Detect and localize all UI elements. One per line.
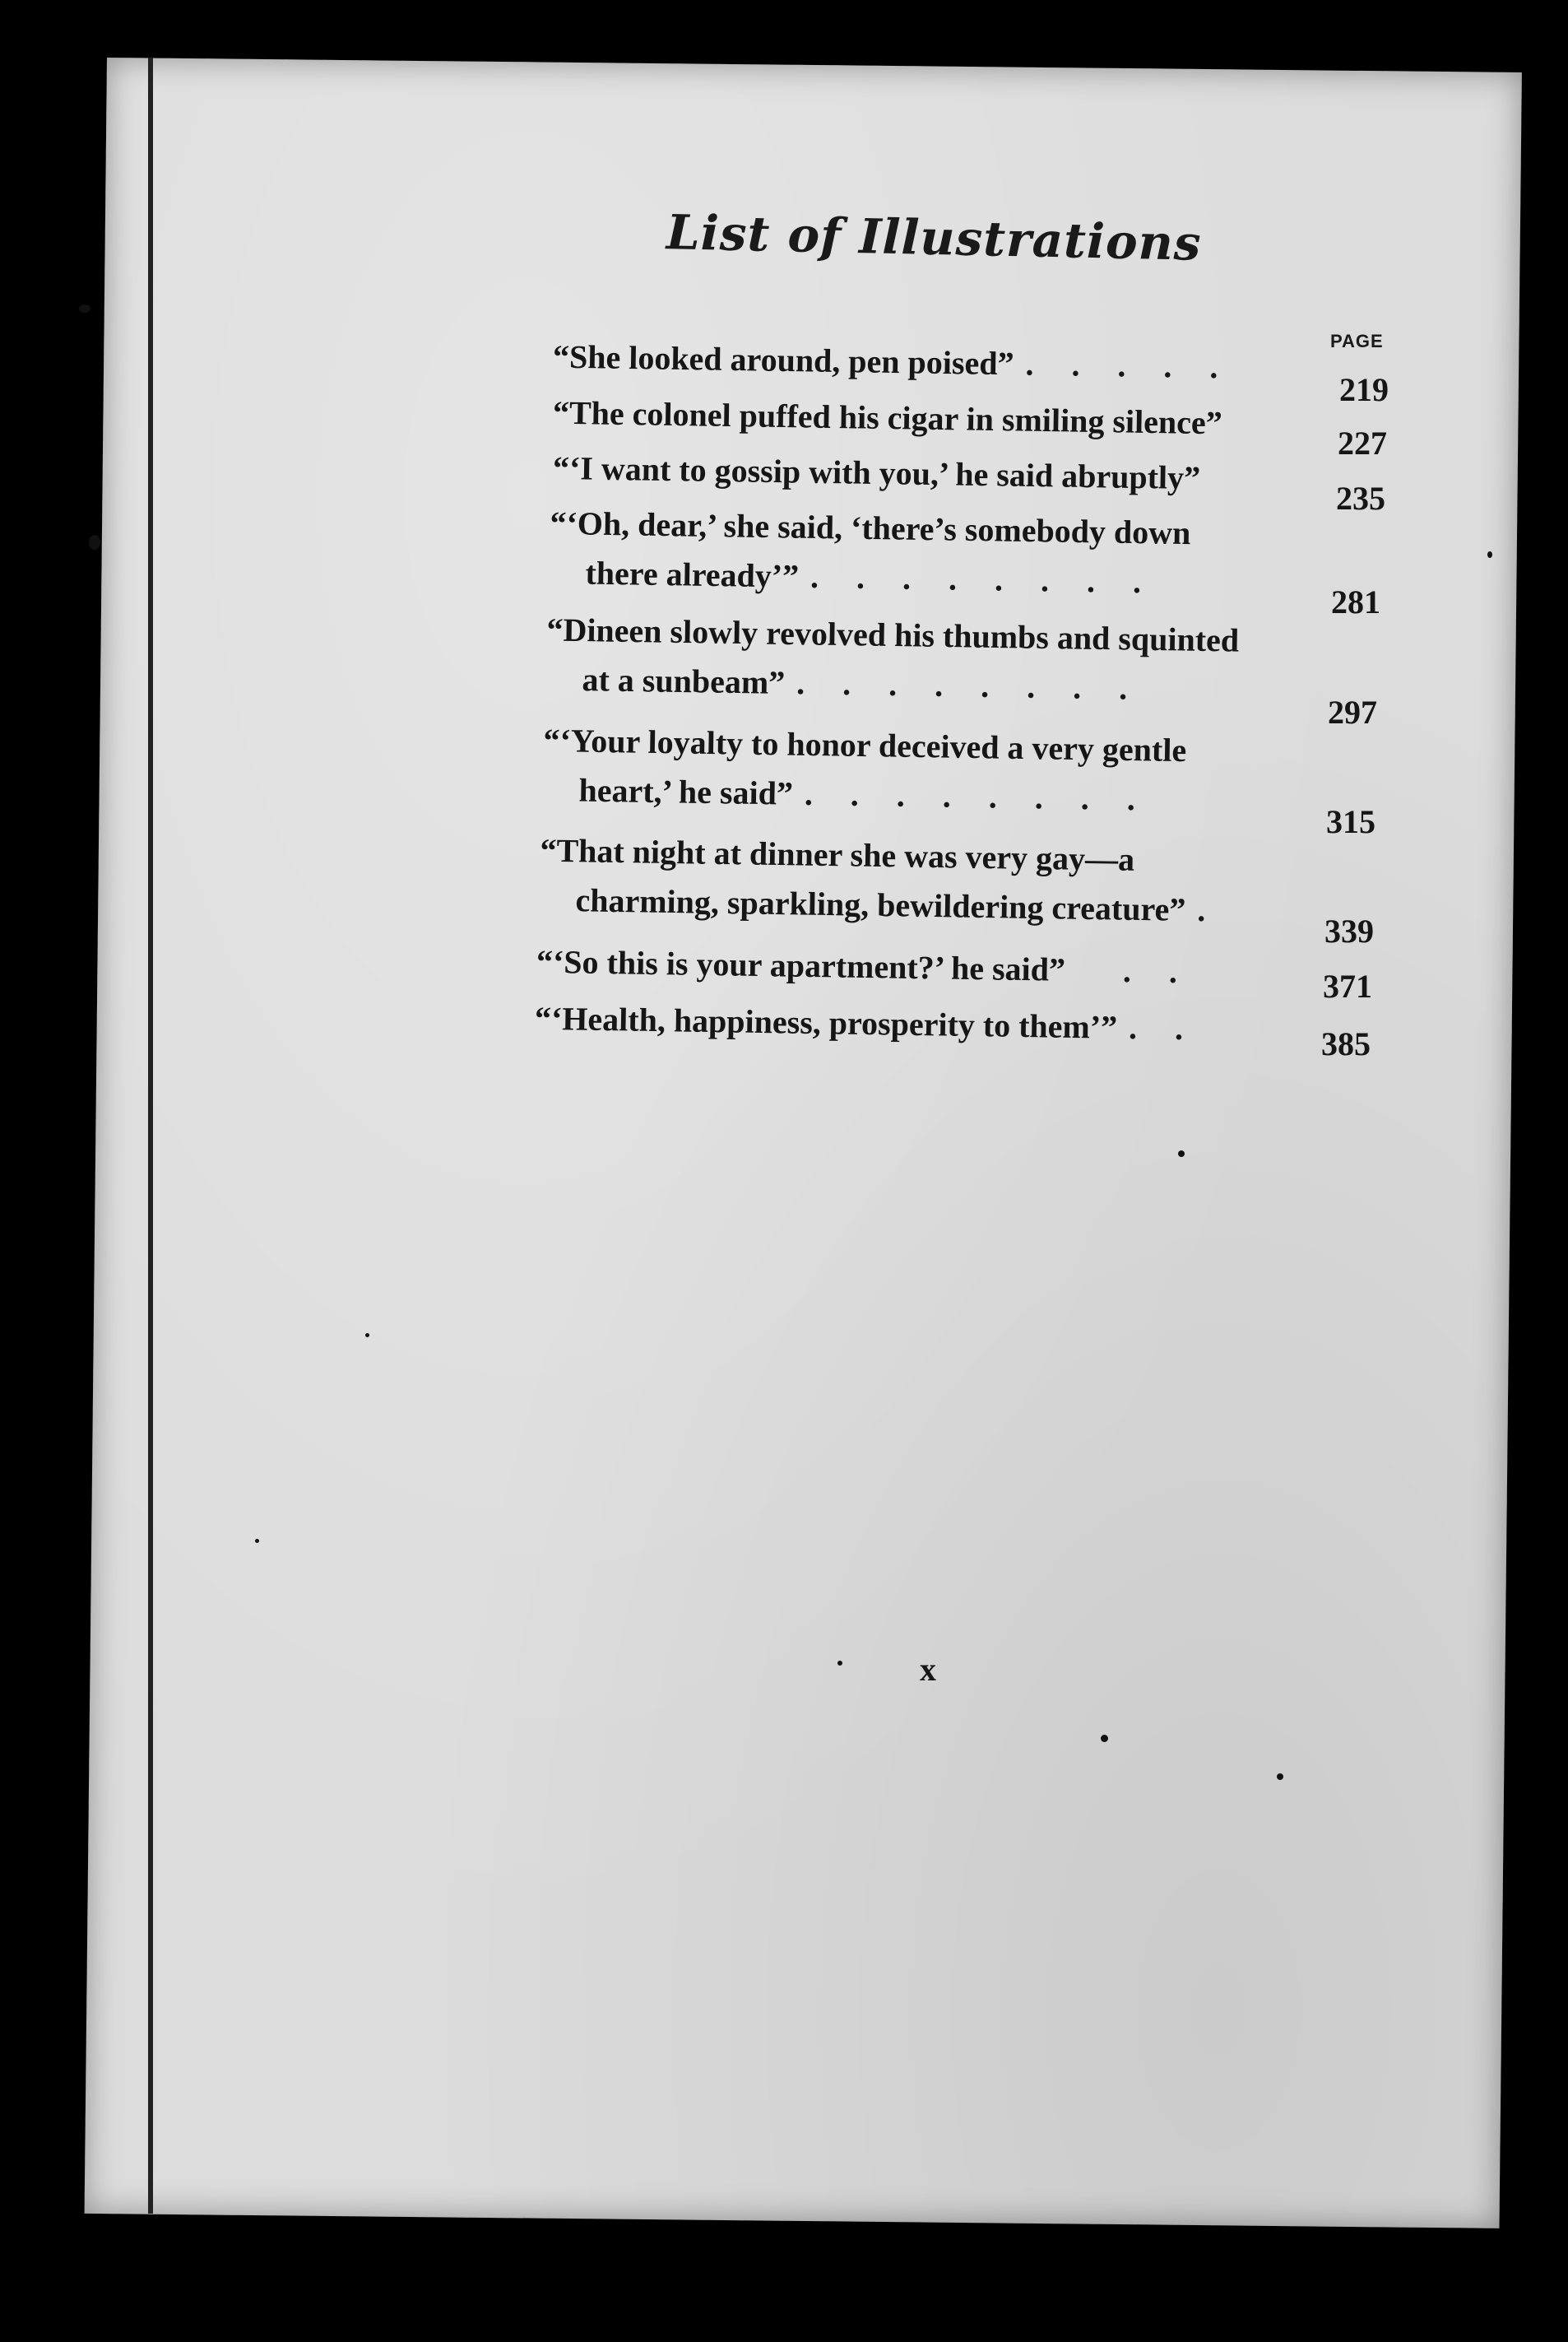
scan-speck — [1101, 1735, 1108, 1742]
illustration-page-number: 219 — [1339, 371, 1389, 408]
illustration-page-number: 339 — [1324, 913, 1374, 950]
scan-speck — [79, 304, 90, 313]
leader-dots: . . — [1128, 1009, 1199, 1048]
leader-dots: . . . . . . . . — [796, 664, 1143, 707]
illustration-page-number: 315 — [1326, 803, 1375, 840]
page-title: List of Illustrations — [666, 204, 1203, 272]
page-edge — [148, 58, 153, 2214]
page-column-header: PAGE — [1330, 331, 1384, 351]
scan-speck — [1277, 1773, 1283, 1780]
leader-dots: . — [1196, 891, 1221, 929]
illustration-page-number: 235 — [1336, 480, 1385, 517]
illustration-caption: “She looked around, pen poised” — [552, 337, 1014, 383]
scan-speck — [1487, 551, 1492, 558]
illustration-caption: charming, sparkling, bewildering creature” — [575, 881, 1186, 928]
illustration-entry — [542, 716, 1187, 825]
illustration-caption: heart,’ he said” — [578, 771, 794, 812]
illustration-caption: “‘So this is your apartment?’ he said” — [536, 942, 1066, 988]
illustration-caption: “‘I want to gossip with you,’ he said abruptly” — [552, 448, 1201, 497]
page-folio: x — [920, 1651, 936, 1688]
illustration-entry — [553, 388, 1223, 448]
leader-dots: . . . . . . . . — [810, 557, 1157, 601]
illustration-entry — [553, 444, 1201, 503]
illustration-caption: there already’” — [585, 554, 800, 595]
illustration-entry — [535, 994, 1199, 1054]
illustration-page-number: 281 — [1331, 583, 1380, 620]
illustration-caption: “That night at dinner she was very gay—a — [540, 831, 1135, 878]
illustration-page-number: 227 — [1338, 425, 1387, 462]
scan-speck — [89, 535, 100, 550]
illustration-entry — [545, 605, 1239, 714]
illustration-page-number: 297 — [1328, 694, 1377, 731]
leader-dots: . . . . . — [1025, 345, 1233, 386]
illustration-entry — [549, 499, 1191, 607]
illustration-entry — [536, 937, 1193, 997]
leader-dots: . . . . . . . . — [804, 774, 1151, 818]
leader-dots: . . — [1122, 951, 1193, 991]
illustration-caption: “Dineen slowly revolved his thumbs and squinted — [546, 611, 1240, 659]
illustration-page-number: 385 — [1321, 1025, 1371, 1062]
illustration-caption: “‘Health, happiness, prosperity to them’” — [534, 999, 1118, 1046]
scan-speck — [837, 1661, 842, 1666]
illustration-page-number: 371 — [1323, 968, 1372, 1005]
illustration-caption: “The colonel puffed his cigar in smiling silence” — [552, 393, 1223, 442]
illustration-caption: “‘Your loyalty to honor deceived a very gentle — [543, 721, 1187, 769]
scan-speck — [1178, 1150, 1185, 1157]
illustration-caption: “‘Oh, dear,’ she said, ‘there’s somebody down — [550, 504, 1191, 552]
scan-speck — [365, 1333, 369, 1337]
illustration-entry — [539, 826, 1222, 936]
scan-speck — [255, 1539, 259, 1543]
illustration-caption: at a sunbeam” — [582, 661, 786, 701]
